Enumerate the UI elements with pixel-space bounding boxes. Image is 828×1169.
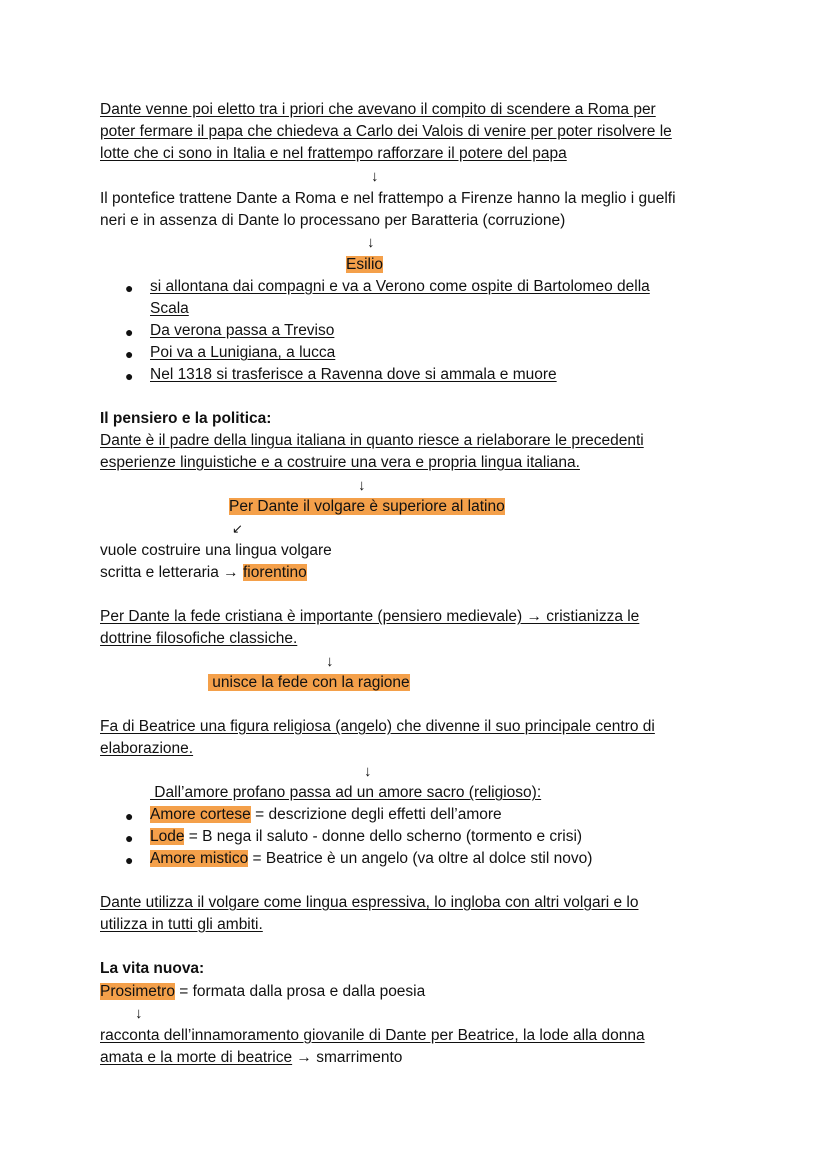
bullet-icon: ● — [125, 346, 134, 362]
beatrice-line-1: Fa di Beatrice una figura religiosa (angelo) che divenne il suo principale centro di — [100, 718, 655, 735]
arrow-down-icon: ↓ — [135, 1005, 143, 1022]
volgare-line-2-text: scritta e letteraria → — [100, 564, 239, 581]
arrow-diagonal-icon: ↙ — [232, 521, 243, 536]
lode-highlight: Lode — [150, 828, 185, 845]
beatrice-line-2: elaborazione. — [100, 740, 194, 757]
fede-ragione — [208, 672, 410, 694]
amore-mistico-highlight: Amore mistico — [150, 850, 249, 867]
esilio-item-3: Poi va a Lunigiana, a lucca — [150, 344, 336, 361]
fede-line-1: Per Dante la fede cristiana è importante (pensiero medievale) → cristianizza le — [100, 608, 640, 625]
fede-line-2: dottrine filosofiche classiche. — [100, 630, 298, 647]
heading-vita-nuova: La vita nuova: — [100, 960, 205, 977]
prosimetro-text: = formata dalla prosa e dalla poesia — [174, 983, 426, 1000]
arrow-down-icon: ↓ — [326, 653, 334, 670]
amore-intro: Dall’amore profano passa ad un amore sacro (religioso): — [150, 784, 542, 801]
esilio-item-2: Da verona passa a Treviso — [150, 322, 335, 339]
fiorentino-highlight: fiorentino — [243, 564, 307, 581]
heading-pensiero: Il pensiero e la politica: — [100, 410, 272, 427]
racconta-line-2-text: amata e la morte di beatrice — [100, 1049, 293, 1066]
arrow-down-icon: ↓ — [358, 477, 366, 494]
priori-line-3: lotte che ci sono in Italia e nel frattempo rafforzare il potere del papa — [100, 145, 567, 162]
smarrimento-text: → smarrimento — [292, 1049, 403, 1066]
amore-item-2-text: = B nega il saluto - donne dello scherno (tormento e crisi) — [184, 828, 583, 845]
volgare-espressivo-line-2: utilizza in tutti gli ambiti. — [100, 916, 263, 933]
prosimetro-highlight: Prosimetro — [100, 983, 175, 1000]
esilio-label — [346, 254, 383, 276]
esilio-highlight: Esilio — [346, 256, 384, 273]
bullet-icon: ● — [125, 368, 134, 384]
amore-item-3-text: = Beatrice è un angelo (va oltre al dolce stil novo) — [248, 850, 593, 867]
amore-item-2 — [150, 826, 582, 848]
pontefice-line-1: Il pontefice trattene Dante a Roma e nel frattempo a Firenze hanno la meglio i guelfi — [100, 190, 676, 207]
volgare-line-1: vuole costruire una lingua volgare — [100, 542, 332, 559]
amore-item-3 — [150, 848, 592, 870]
prosimetro-line — [100, 981, 425, 1003]
priori-line-1: Dante venne poi eletto tra i priori che avevano il compito di scendere a Roma per — [100, 101, 656, 118]
bullet-icon: ● — [125, 280, 134, 296]
bullet-icon: ● — [125, 808, 134, 824]
amore-item-1 — [150, 804, 502, 826]
volgare-espressivo-line-1: Dante utilizza il volgare come lingua espressiva, lo ingloba con altri volgari e lo — [100, 894, 639, 911]
volgare-highlight: Per Dante il volgare è superiore al latino — [229, 498, 505, 515]
amore-item-1-text: = descrizione degli effetti dell’amore — [250, 806, 502, 823]
fede-ragione-highlight: unisce la fede con la ragione — [208, 674, 410, 691]
arrow-down-icon: ↓ — [371, 168, 379, 185]
pontefice-line-2: neri e in assenza di Dante lo processano per Baratteria (corruzione) — [100, 212, 566, 229]
bullet-icon: ● — [125, 324, 134, 340]
priori-line-2: poter fermare il papa che chiedeva a Carlo dei Valois di venire per poter risolvere le — [100, 123, 672, 140]
volgare-line-2 — [100, 562, 307, 584]
bullet-icon: ● — [125, 852, 134, 868]
lingua-line-1: Dante è il padre della lingua italiana in quanto riesce a rielaborare le precedenti — [100, 432, 644, 449]
esilio-item-1-cont: Scala — [150, 300, 189, 317]
esilio-item-4: Nel 1318 si trasferisce a Ravenna dove si ammala e muore — [150, 366, 557, 383]
arrow-down-icon: ↓ — [364, 763, 372, 780]
amore-cortese-highlight: Amore cortese — [150, 806, 251, 823]
bullet-icon: ● — [125, 830, 134, 846]
arrow-down-icon: ↓ — [367, 234, 375, 251]
volgare-superiore — [229, 496, 505, 518]
racconta-line-1: racconta dell’innamoramento giovanile di Dante per Beatrice, la lode alla donna — [100, 1027, 645, 1044]
lingua-line-2: esperienze linguistiche e a costruire una vera e propria lingua italiana. — [100, 454, 580, 471]
esilio-item-1: si allontana dai compagni e va a Verono come ospite di Bartolomeo della — [150, 278, 650, 295]
racconta-line-2 — [100, 1047, 402, 1069]
